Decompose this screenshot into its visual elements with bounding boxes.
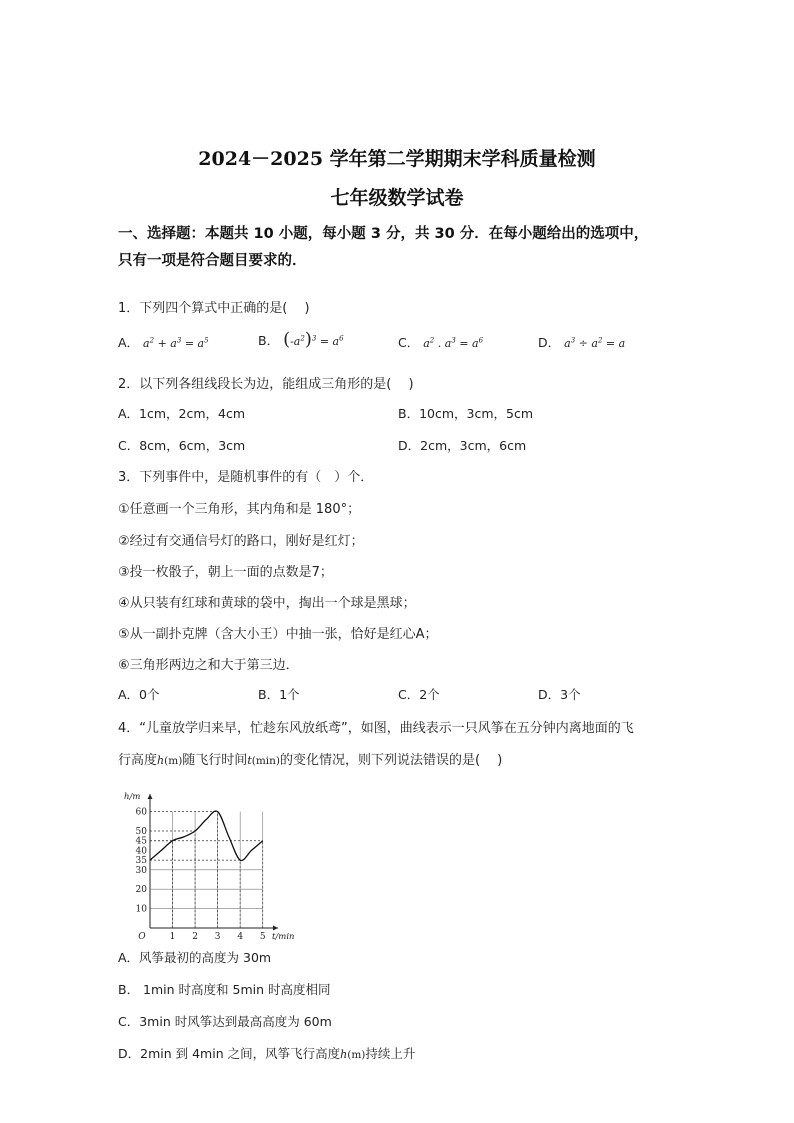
exam-title: 2024－2025 学年第二学期期末学科质量检测 — [198, 148, 596, 170]
q3-option-b: B．1个 — [258, 687, 300, 702]
q1-option-d: D． $a^3 \div a^2 = a$ — [538, 335, 626, 350]
x-tick-label-2: 2 — [192, 932, 198, 942]
section-heading-line2: 只有一项是符合题目要求的． — [118, 253, 307, 269]
q1-option-c-label: C． — [398, 335, 420, 350]
q4-option-c: C．3min 时风筝达到最高高度为 60m — [118, 1014, 332, 1029]
y-axis-arrow — [148, 794, 153, 799]
q3-item-4: ④从只装有红球和黄球的袋中，掏出一个球是黑球； — [118, 596, 416, 611]
q4-option-a: A．风筝最初的高度为 30m — [118, 950, 272, 965]
q2-option-c: C．8cm，6cm，3cm — [118, 438, 246, 453]
section-heading-line1: 一、选择题：本题共 10 小题，每小题 3 分，共 30 分．在每小题给出的选项中， — [118, 226, 649, 242]
q4-stem-line2: 行高度h(m)随飞行时间t(min)的变化情况，则下列说法错误的是( ) — [118, 753, 503, 768]
q3-stem: 3．下列事件中，是随机事件的有（ ）个． — [118, 470, 374, 485]
section-heading — [118, 221, 688, 275]
origin-label: O — [138, 932, 146, 942]
q1-option-b-label: B． — [258, 333, 280, 348]
q4-stem-line1: 4．“儿童放学归来早，忙趁东风放纸鸢”，如图，曲线表示一只风筝在五分钟内离地面的飞 — [118, 721, 634, 736]
exam-subtitle: 七年级数学试卷 — [330, 187, 464, 209]
kite-height-curve — [150, 811, 263, 861]
q1-option-a-label: A． — [118, 335, 140, 350]
y-tick-label-50: 50 — [135, 827, 147, 838]
q3-item-6: ⑥三角形两边之和大于第三边． — [118, 658, 299, 673]
q2-option-d: D．2cm，3cm，6cm — [398, 438, 527, 453]
q3-item-5: ⑤从一副扑克牌（含大小王）中抽一张，恰好是红心A； — [118, 627, 438, 642]
q2-stem: 2．以下列各组线段长为边，能组成三角形的是( ) — [118, 377, 414, 392]
q3-item-1: ①任意画一个三角形，其内角和是 180°； — [118, 502, 361, 517]
q2-option-a: A．1cm，2cm，4cm — [118, 406, 246, 421]
y-tick-label-45: 45 — [135, 836, 147, 847]
x-tick-label-1: 1 — [169, 932, 176, 942]
y-tick-label-60: 60 — [135, 807, 147, 818]
q1-option-d-label: D． — [538, 335, 561, 350]
x-tick-label-5: 5 — [259, 932, 266, 942]
x-axis-label: t/min — [272, 932, 295, 942]
y-tick-label-10: 10 — [135, 904, 147, 915]
y-tick-label-35: 35 — [135, 856, 147, 867]
x-tick-label-3: 3 — [214, 932, 221, 942]
y-tick-label-40: 40 — [135, 846, 147, 857]
q1-stem: 1．下列四个算式中正确的是( ) — [118, 301, 310, 316]
x-axis-arrow — [273, 926, 278, 931]
y-tick-label-30: 30 — [135, 865, 147, 876]
q3-option-a: A．0个 — [118, 687, 160, 702]
q4-option-d: D．2min 到 4min 之间，风筝飞行高度h(m)持续上升 — [118, 1046, 416, 1061]
q1-option-b: B． $(-a^2)^3 = a^6$ — [258, 329, 344, 350]
q1-option-c: C． $a^2$ . $a^3 = a^6$ — [398, 335, 484, 350]
kite-height-chart — [118, 790, 295, 942]
y-tick-label-20: 20 — [135, 885, 147, 896]
q3-item-3: ③投一枚骰子，朝上一面的点数是7； — [118, 565, 333, 580]
q3-item-2: ②经过有交通信号灯的路口，刚好是红灯； — [118, 534, 364, 549]
q3-option-d: D．3个 — [538, 687, 581, 702]
q3-option-c: C．2个 — [398, 687, 440, 702]
q2-option-b: B．10cm，3cm，5cm — [398, 406, 534, 421]
q4-option-b: B． 1min 时高度和 5min 时高度相同 — [118, 982, 331, 997]
x-tick-label-4: 4 — [237, 932, 244, 942]
y-axis-label: h/m — [124, 792, 141, 802]
q1-option-a: A． $a^2 + a^3 = a^5$ — [118, 335, 209, 350]
